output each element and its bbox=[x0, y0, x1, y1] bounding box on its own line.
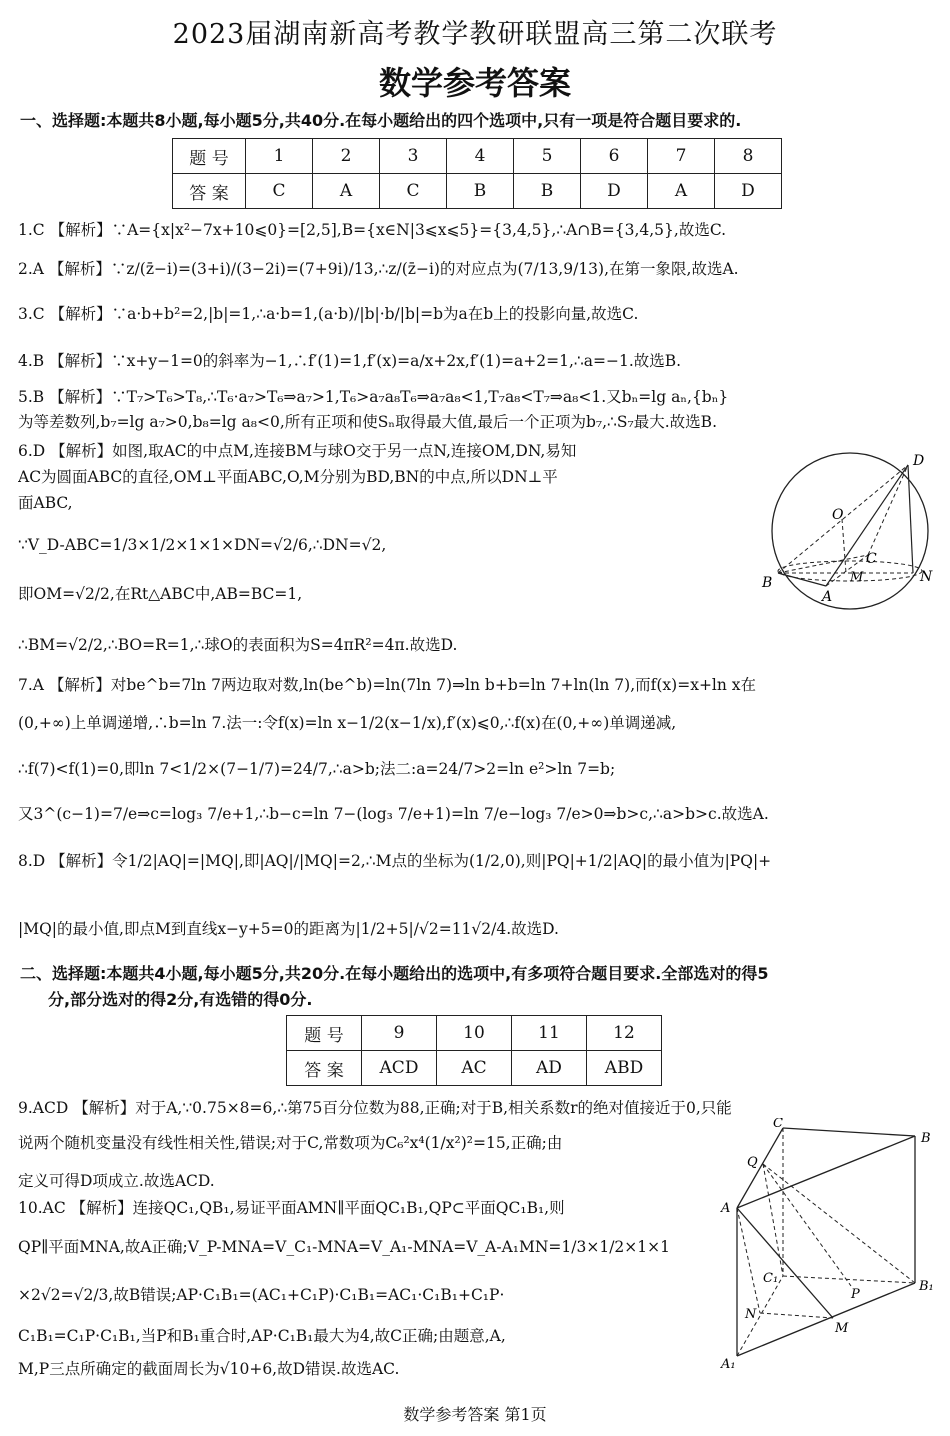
sphere-figure bbox=[760, 443, 940, 621]
row-label: 答 案 bbox=[173, 174, 246, 209]
label-a1: A₁ bbox=[721, 1357, 736, 1372]
row-label: 答 案 bbox=[287, 1051, 362, 1086]
label-b: B bbox=[921, 1131, 931, 1146]
solution-8-line1: 8.D 【解析】令1/2|AQ|=|MQ|,即|AQ|/|MQ|=2,∴M点的坐标为(1/2,0),则|PQ|+1/2|AQ|的最小值为|PQ|+ bbox=[18, 852, 772, 870]
solution-6-line1: 6.D 【解析】如图,取AC的中点M,连接BM与球O交于另一点N,连接OM,DN,易知 bbox=[18, 442, 577, 460]
exam-title: 2023届湖南新高考教学教研联盟高三第二次联考 bbox=[172, 19, 778, 50]
table-cell: 4 bbox=[447, 139, 514, 174]
solution-6-line2: AC为圆面ABC的直径,OM⊥平面ABC,O,M分别为BD,BN的中点,所以DN⊥平 bbox=[18, 468, 558, 486]
table-row bbox=[287, 1051, 662, 1086]
label-c: C bbox=[773, 1118, 783, 1131]
line-cd bbox=[868, 465, 908, 555]
page-footer: 数学参考答案 第1页 bbox=[403, 1405, 547, 1424]
solution-6-line3: 面ABC, bbox=[18, 494, 73, 512]
edge-cb bbox=[783, 1128, 915, 1136]
line-qc1 bbox=[763, 1164, 783, 1276]
solution-10-line2: QP∥平面MNA,故A正确;V_P-MNA=V_C₁-MNA=V_A₁-MNA=V_A-A₁MN=1/3×1/2×1×1 bbox=[18, 1238, 670, 1256]
solution-5-line1: 5.B 【解析】∵T₇>T₆>T₈,∴T₆·a₇>T₆⇒a₇>1,T₆>a₇a₈T₆⇒a₇a₈<1,T₇a₈<T₇⇒a₈<1.又bₙ=lg aₙ,{bₙ} bbox=[18, 388, 729, 406]
line-ad bbox=[826, 465, 908, 586]
table-cell: 9 bbox=[362, 1016, 437, 1051]
edge-ac bbox=[737, 1128, 783, 1208]
table-cell: 8 bbox=[715, 139, 782, 174]
solution-7-line1: 7.A 【解析】对be^b=7ln 7两边取对数,ln(be^b)=ln(7ln 7)⇒ln b+b=ln 7+ln(ln 7),而f(x)=x+ln x在 bbox=[18, 676, 757, 694]
line-qp bbox=[763, 1164, 851, 1286]
solution-5-line2: 为等差数列,b₇=lg a₇>0,b₈=lg a₈<0,所有正项和使Sₙ取得最大值,最后一个正项为b₇,∴S₇最大.故选B. bbox=[18, 413, 718, 431]
solution-10-line4: C₁B₁=C₁P·C₁B₁,当P和B₁重合时,AP·C₁B₁最大为4,故C正确;由题意,A, bbox=[18, 1327, 506, 1345]
solution-6-line4: ∵V_D-ABC=1/3×1/2×1×1×DN=√2/6,∴DN=√2, bbox=[18, 536, 387, 554]
label-a: A bbox=[822, 589, 833, 605]
table-row bbox=[287, 1016, 662, 1051]
edge-c1b1 bbox=[783, 1276, 915, 1283]
label-n: N bbox=[920, 569, 933, 585]
edge-a1b1 bbox=[737, 1283, 915, 1356]
table-cell: 2 bbox=[313, 139, 380, 174]
table-row bbox=[173, 174, 782, 209]
solution-7-line4: 又3^(c−1)=7/e⇒c=log₃ 7/e+1,∴b−c=ln 7−(log₃ 7/e+1)=ln 7/e−log₃ 7/e>0⇒b>c,∴a>b>c.故选A. bbox=[18, 805, 769, 823]
line-ba bbox=[778, 573, 826, 586]
edge-ab bbox=[737, 1136, 915, 1208]
table-cell: C bbox=[246, 174, 313, 209]
section2-heading-line2: 分,部分选对的得2分,有选错的得0分. bbox=[48, 990, 313, 1009]
table-cell: ABD bbox=[587, 1051, 662, 1086]
row-label: 题 号 bbox=[173, 139, 246, 174]
solution-4: 4.B 【解析】∵x+y−1=0的斜率为−1,∴f′(1)=1,f′(x)=a/x+2x,f′(1)=a+2=1,∴a=−1.故选B. bbox=[18, 352, 682, 370]
answer-table-1 bbox=[172, 138, 782, 209]
label-c: C bbox=[866, 551, 877, 567]
label-n: N bbox=[745, 1307, 757, 1322]
label-d: D bbox=[913, 453, 925, 469]
section2-heading-line1: 二、选择题:本题共4小题,每小题5分,共20分.在每小题给出的选项中,有多项符合题目要求.全部选对的得5 bbox=[20, 964, 769, 983]
table-cell: 7 bbox=[648, 139, 715, 174]
table-cell: ACD bbox=[362, 1051, 437, 1086]
line-an bbox=[737, 1208, 760, 1313]
table-cell: 6 bbox=[581, 139, 648, 174]
solution-7-line2: (0,+∞)上单调递增,∴b=ln 7.法一:令f(x)=ln x−1/2(x−1/x),f′(x)⩽0,∴f(x)在(0,+∞)单调递减, bbox=[18, 714, 677, 732]
label-m: M bbox=[835, 1321, 849, 1336]
solution-9-line3: 定义可得D项成立.故选ACD. bbox=[18, 1172, 215, 1190]
sphere-outline bbox=[772, 453, 928, 609]
solution-9-line2: 说两个随机变量没有线性相关性,错误;对于C,常数项为C₆²x⁴(1/x²)²=15,正确;由 bbox=[18, 1134, 563, 1152]
solution-10-line1: 10.AC 【解析】连接QC₁,QB₁,易证平面AMN∥平面QC₁B₁,QP⊂平面QC₁B₁,则 bbox=[18, 1199, 565, 1217]
label-m: M bbox=[850, 570, 864, 585]
label-c1: C₁ bbox=[763, 1271, 779, 1286]
solution-3: 3.C 【解析】∵a·b+b²=2,|b|=1,∴a·b=1,(a·b)/|b|·b/|b|=b为a在b上的投影向量,故选C. bbox=[18, 305, 639, 323]
line-am bbox=[737, 1208, 833, 1318]
table-cell: 1 bbox=[246, 139, 313, 174]
solution-6-line6: ∴BM=√2/2,∴BO=R=1,∴球O的表面积为S=4πR²=4π.故选D. bbox=[18, 636, 458, 654]
answer-table-2 bbox=[286, 1015, 662, 1086]
row-label: 题 号 bbox=[287, 1016, 362, 1051]
table-cell: 10 bbox=[437, 1016, 512, 1051]
label-o: O bbox=[832, 507, 844, 523]
solution-8-line2: |MQ|的最小值,即点M到直线x−y+5=0的距离为|1/2+5|/√2=11√2/4.故选D. bbox=[18, 920, 559, 938]
table-cell: B bbox=[447, 174, 514, 209]
table-cell: 12 bbox=[587, 1016, 662, 1051]
label-b: B bbox=[762, 575, 773, 591]
table-row bbox=[173, 139, 782, 174]
table-cell: AD bbox=[512, 1051, 587, 1086]
table-cell: 11 bbox=[512, 1016, 587, 1051]
label-p: P bbox=[851, 1287, 860, 1302]
label-a: A bbox=[721, 1201, 731, 1216]
line-om bbox=[842, 519, 846, 573]
table-cell: 3 bbox=[380, 139, 447, 174]
table-cell: B bbox=[514, 174, 581, 209]
solution-9-line1: 9.ACD 【解析】对于A,∵0.75×8=6,∴第75百分位数为88,正确;对于B,相关系数r的绝对值接近于0,只能 bbox=[18, 1099, 732, 1117]
solution-7-line3: ∴f(7)<f(1)=0,即ln 7<1/2×(7−1/7)=24/7,∴a>b;法二:a=24/7>2=ln e²>ln 7=b; bbox=[18, 760, 616, 778]
table-cell: A bbox=[648, 174, 715, 209]
table-cell: D bbox=[715, 174, 782, 209]
table-cell: A bbox=[313, 174, 380, 209]
table-cell: C bbox=[380, 174, 447, 209]
line-qb1 bbox=[763, 1164, 915, 1283]
solution-1: 1.C 【解析】∵A={x|x²−7x+10⩽0}=[2,5],B={x∈N|3⩽x⩽5}={3,4,5},∴A∩B={3,4,5},故选C. bbox=[18, 221, 727, 239]
table-cell: AC bbox=[437, 1051, 512, 1086]
solution-10-line3: ×2√2=√2/3,故B错误;AP·C₁B₁=(AC₁+C₁P)·C₁B₁=AC₁·C₁B₁+C₁P· bbox=[18, 1286, 505, 1304]
prism-figure bbox=[715, 1118, 940, 1378]
label-b1: B₁ bbox=[919, 1279, 934, 1294]
table-cell: D bbox=[581, 174, 648, 209]
solution-6-line5: 即OM=√2/2,在Rt△ABC中,AB=BC=1, bbox=[18, 585, 303, 603]
label-q: Q bbox=[747, 1155, 758, 1170]
section1-heading: 一、选择题:本题共8小题,每小题5分,共40分.在每小题给出的四个选项中,只有一项是符合题目要求的. bbox=[20, 111, 742, 130]
page-title: 数学参考答案 bbox=[378, 64, 571, 102]
solution-2: 2.A 【解析】∵z/(z̄−i)=(3+i)/(3−2i)=(7+9i)/13,∴z/(z̄−i)的对应点为(7/13,9/13),在第一象限,故选A. bbox=[18, 260, 739, 278]
line-nm bbox=[760, 1313, 833, 1318]
table-cell: 5 bbox=[514, 139, 581, 174]
solution-10-line5: M,P三点所确定的截面周长为√10+6,故D错误.故选AC. bbox=[18, 1360, 400, 1378]
edge-a1c1 bbox=[737, 1276, 783, 1356]
